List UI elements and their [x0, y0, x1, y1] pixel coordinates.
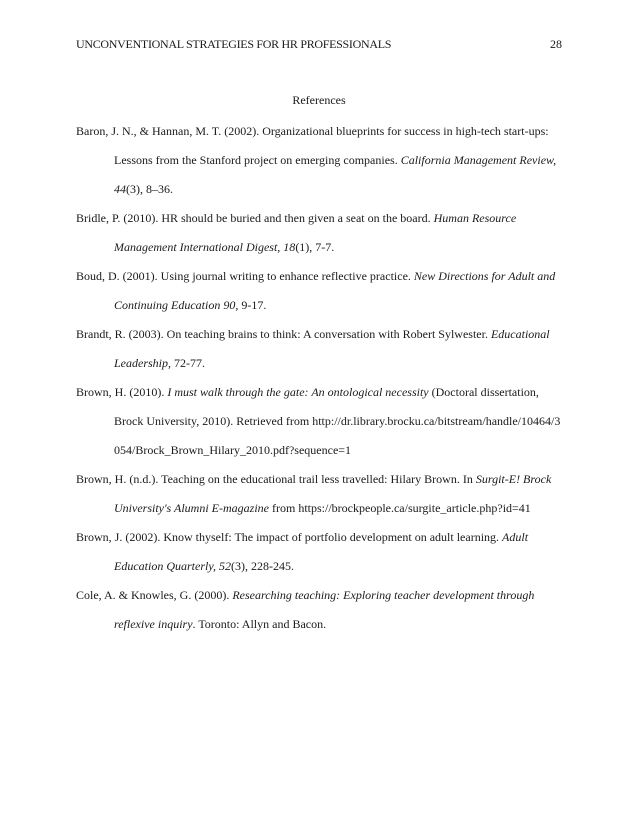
- reference-text: (3), 228-245.: [231, 559, 294, 573]
- reference-entry: [76, 465, 564, 523]
- reference-text: (Doctoral dissertation, Brock University, 2010). Retrieved from: [114, 385, 539, 428]
- reference-text: Brown, J. (2002). Know thyself: The impact of portfolio development on adult learning.: [76, 530, 503, 544]
- reference-text: from: [269, 501, 299, 515]
- reference-text: Brandt, R. (2003). On teaching brains to think: A conversation with Robert Sylwester.: [76, 327, 491, 341]
- reference-text: (1), 7-7.: [295, 240, 335, 254]
- reference-text: , 72-77.: [168, 356, 205, 370]
- reference-text: (3), 8–36.: [126, 182, 173, 196]
- reference-entry: [76, 320, 564, 378]
- running-title: UNCONVENTIONAL STRATEGIES FOR HR PROFESSIONALS: [76, 37, 392, 51]
- reference-url: https://brockpeople.ca/surgite_article.php?id=41: [298, 501, 531, 515]
- reference-italic-text: Human Resource Management International Digest, 18: [114, 211, 517, 254]
- reference-entry: [76, 378, 564, 465]
- reference-italic-text: Educational Leadership: [114, 327, 550, 370]
- reference-italic-text: Researching teaching: Exploring teacher development through reflexive inquiry: [114, 588, 535, 631]
- reference-italic-text: I must walk through the gate: An ontological necessity: [167, 385, 429, 399]
- reference-italic-text: Adult Education Quarterly, 52: [114, 530, 529, 573]
- reference-italic-text: New Directions for Adult and Continuing Education 90: [114, 269, 556, 312]
- reference-text: Cole, A. & Knowles, G. (2000).: [76, 588, 233, 602]
- reference-entry: [76, 117, 564, 204]
- reference-text: . Toronto: Allyn and Bacon.: [192, 617, 327, 631]
- reference-italic-text: Surgit-E! Brock University's Alumni E-magazine: [114, 472, 552, 515]
- reference-url: http://dr.library.brocku.ca/bitstream/handle/10464/3054/Brock_Brown_Hilary_2010.pdf?sequence=1: [114, 414, 561, 457]
- reference-text: Baron, J. N., & Hannan, M. T. (2002). Organizational blueprints for success in high-tech start-ups: Lessons from the Stanford project on emerging companies.: [76, 124, 549, 167]
- reference-list: [76, 117, 564, 639]
- reference-entry: [76, 262, 564, 320]
- reference-entry: [76, 523, 564, 581]
- reference-entry: [76, 581, 564, 639]
- reference-text: Brown, H. (2010).: [76, 385, 168, 399]
- reference-text: Brown, H. (n.d.). Teaching on the educational trail less travelled: Hilary Brown. In: [76, 472, 476, 486]
- page-number: 28: [550, 37, 562, 51]
- reference-text: Bridle, P. (2010). HR should be buried and then given a seat on the board.: [76, 211, 434, 225]
- reference-italic-text: California Management Review, 44: [114, 153, 557, 196]
- section-title: References: [292, 93, 346, 107]
- reference-text: , 9-17.: [235, 298, 267, 312]
- reference-text: Boud, D. (2001). Using journal writing to enhance reflective practice.: [76, 269, 414, 283]
- reference-entry: [76, 204, 564, 262]
